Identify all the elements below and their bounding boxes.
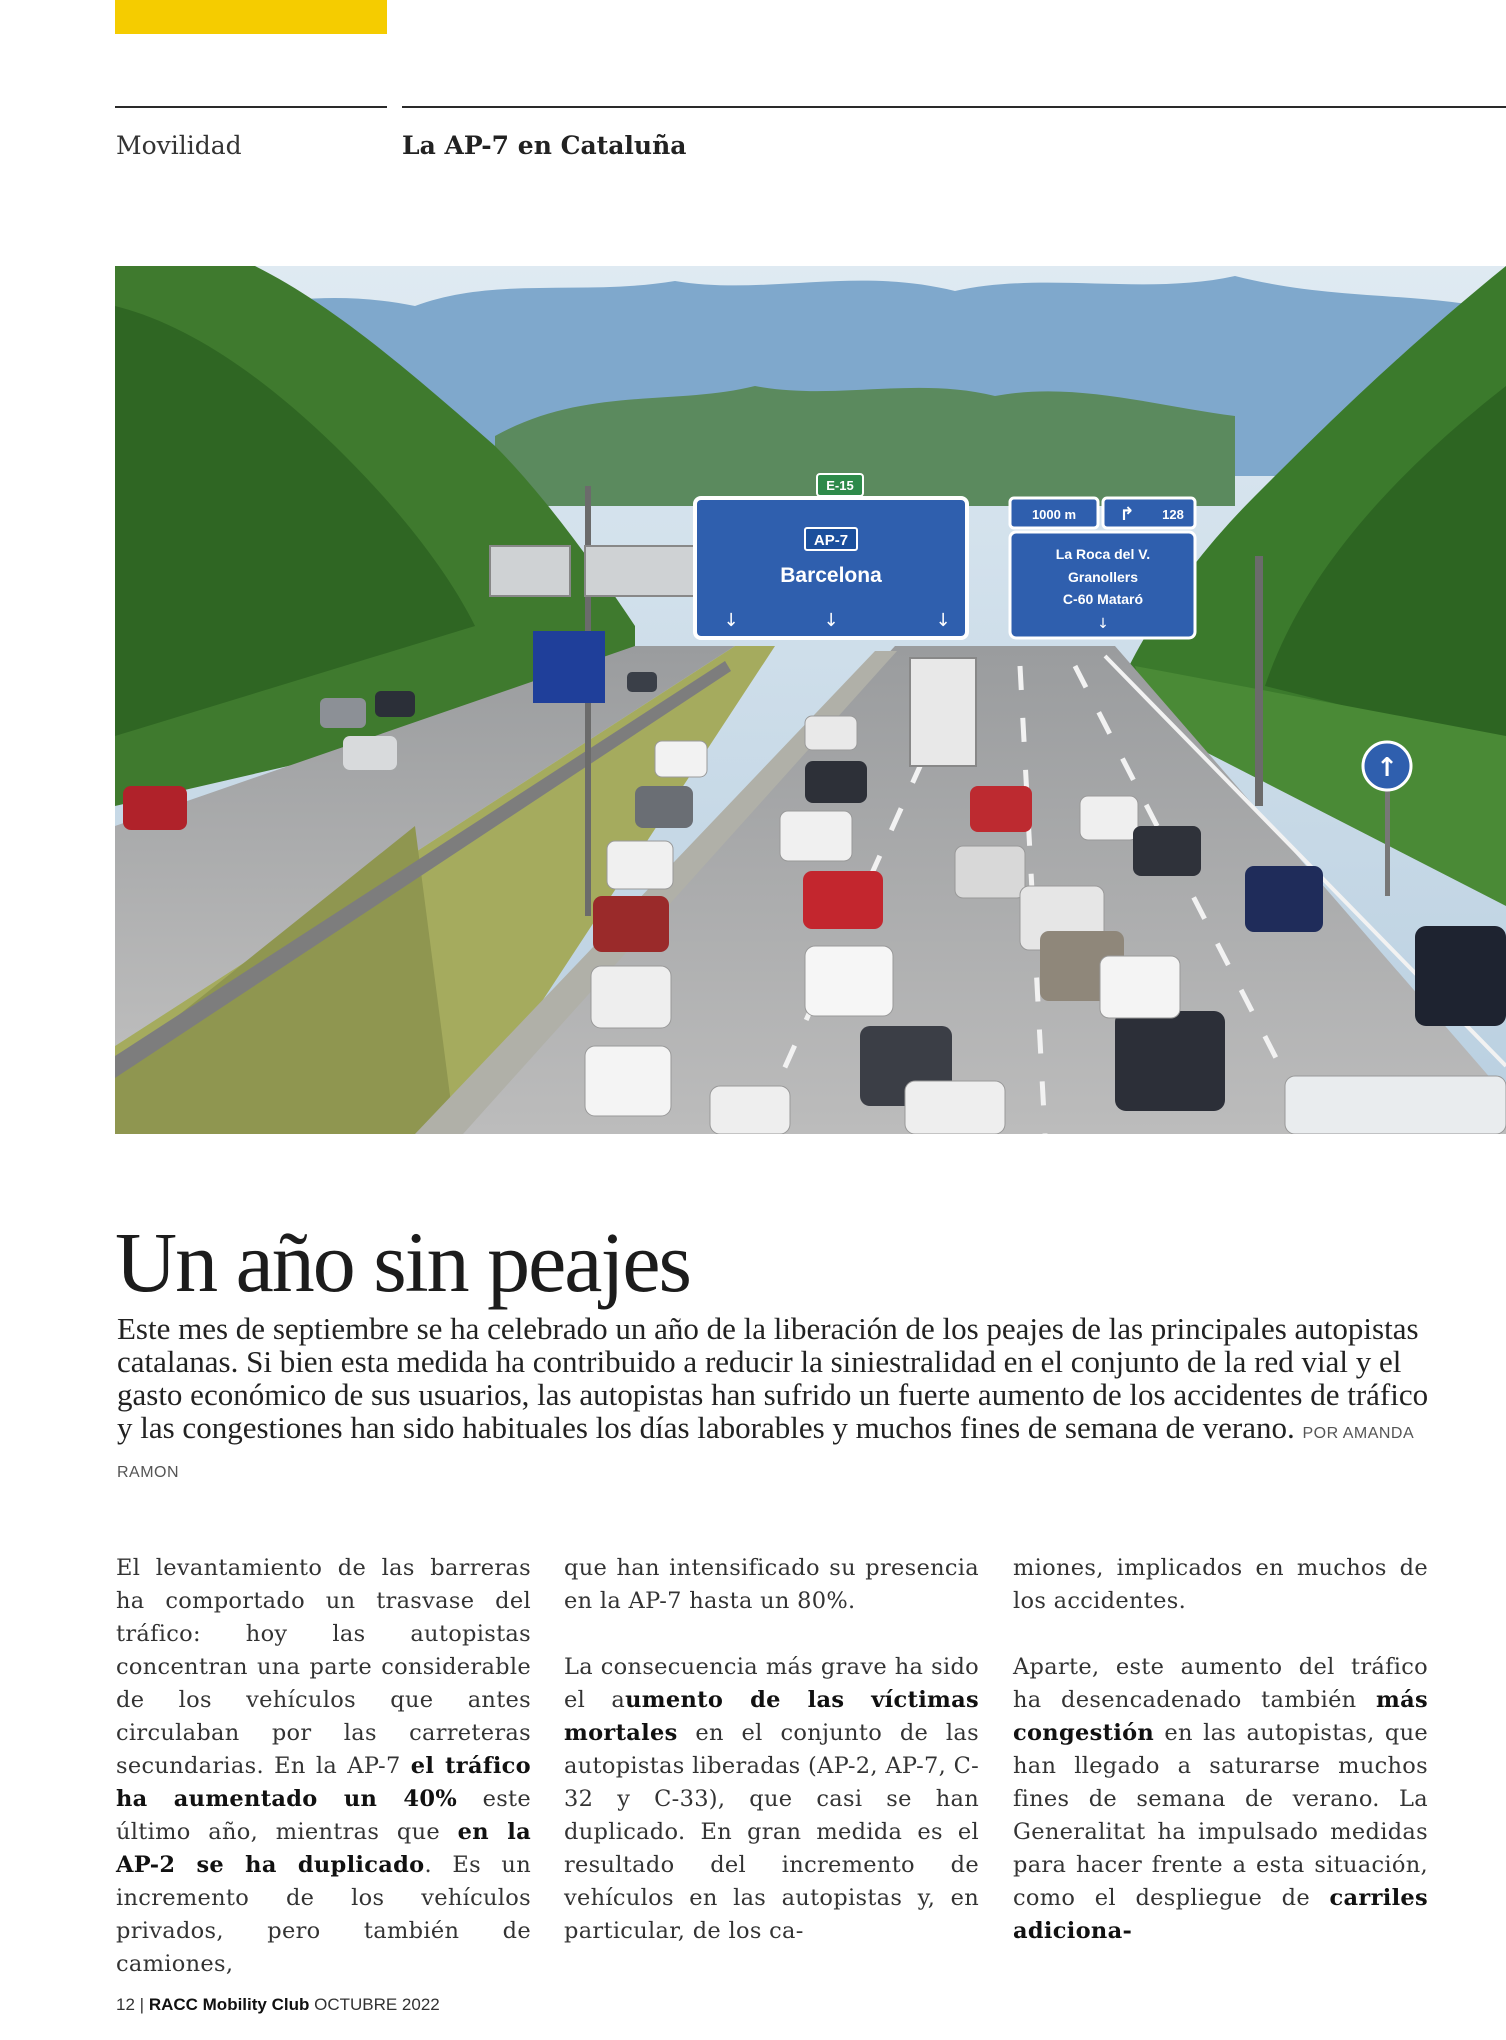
header-rule-left xyxy=(115,106,387,108)
lede-text: Este mes de septiembre se ha celebrado un año de la liberación de los peajes de las principales autopistas catalanas. Si bien esta medida ha contribuido a reducir la siniestralidad en el conjunto de la red vial y el gasto económico de sus usuarios, las autopistas han sufrido un fuerte aumento de los accidentes de tráfico y las congestiones han sido habituales los días laborables y muchos fines de semana de verano. xyxy=(117,1311,1429,1445)
highlight: el tráfico ha aumentado un 40% xyxy=(116,1753,531,1812)
distance-sign-text: 1000 m xyxy=(1031,507,1077,522)
article-title: Un año sin peajes xyxy=(115,1214,691,1310)
header-rule-right xyxy=(402,106,1506,108)
highlight: umento de las víctimas mortales xyxy=(564,1687,980,1746)
ap7-sign-text: AP-7 xyxy=(813,532,849,549)
sign-line-2: Granollers xyxy=(1067,569,1139,585)
highlight: en la AP-2 se ha duplicado xyxy=(116,1819,531,1878)
topic-label: La AP-7 en Cataluña xyxy=(402,131,687,160)
paragraph: miones, implicados en muchos de los accidentes. xyxy=(1013,1555,1428,1614)
column-1 xyxy=(116,1552,531,2014)
down-arrow-icon: ↓ xyxy=(935,610,951,631)
paragraph: La consecuencia más grave ha sido el aumento de las víctimas mortales en el conjunto de las autopistas liberadas (AP-2, AP-7, C-32 y C-33), que casi se han duplicado. En gran medida es el resultado del incremento de vehículos en las autopistas y, en particular, de los ca- xyxy=(564,1654,980,1944)
truck xyxy=(910,658,976,766)
exit-number-text: 128 xyxy=(1162,507,1184,522)
footer-separator: | xyxy=(139,1995,145,2014)
accent-bar xyxy=(115,0,387,34)
page-footer xyxy=(116,1995,440,2015)
article-lede xyxy=(117,1312,1447,1489)
column-2 xyxy=(564,1552,979,1981)
byline: POR AMANDA RAMON xyxy=(117,1425,1414,1481)
sign-line-1: La Roca del V. xyxy=(1055,546,1151,562)
highway-photo xyxy=(115,266,1506,1134)
barcelona-sign-text: Barcelona xyxy=(780,564,882,587)
svg-text:↑: ↑ xyxy=(1376,753,1398,783)
column-3 xyxy=(1013,1552,1428,1981)
issue-date: OCTUBRE 2022 xyxy=(314,1995,440,2014)
e15-sign-text: E-15 xyxy=(826,478,854,493)
down-arrow-icon: ↓ xyxy=(1097,616,1109,632)
highlight: carriles adiciona- xyxy=(1013,1885,1428,1944)
bus xyxy=(533,631,605,703)
page-number: 12 xyxy=(116,1995,135,2014)
paragraph: que han intensificado su presencia en la AP-7 hasta un 80%. xyxy=(564,1555,979,1614)
down-arrow-icon: ↓ xyxy=(823,610,839,631)
paragraph: Aparte, este aumento del tráfico ha desencadenado también más congestión en las autopistas, que han llegado a saturarse muchos fines de semana de verano. La Generalitat ha impulsado medidas para hacer frente a esta situación, como el despliegue de carriles adiciona- xyxy=(1013,1654,1428,1944)
down-arrow-icon: ↓ xyxy=(723,610,739,631)
exit-arrow-icon: ↱ xyxy=(1119,504,1135,525)
section-label: Movilidad xyxy=(116,131,242,160)
publication-name: RACC Mobility Club xyxy=(148,1995,310,2014)
highlight: más congestión xyxy=(1013,1687,1428,1746)
paragraph: El levantamiento de las barreras ha comportado un trasvase del tráfico: hoy las autopistas concentran una parte considerable de los vehículos que antes circulaban por las carreteras secundarias. En la AP-7 el tráfico ha aumentado un 40% este último año, mientras que en la AP-2 se ha duplicado. Es un incremento de los vehículos privados, pero también de camiones, xyxy=(116,1555,532,1977)
sign-line-3: C-60 Mataró xyxy=(1062,591,1144,607)
